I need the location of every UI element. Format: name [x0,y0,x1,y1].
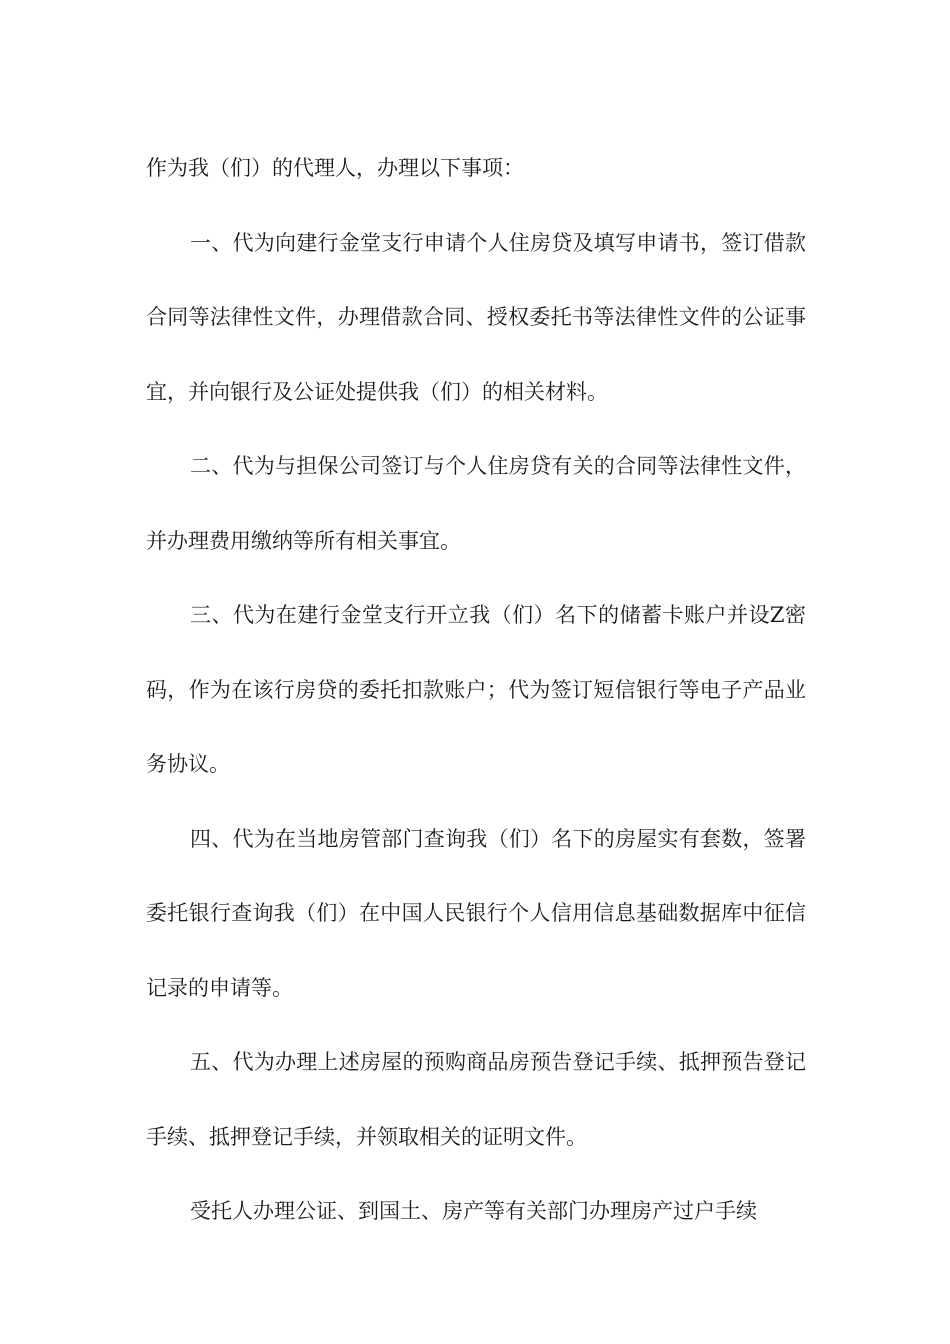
item-4-paragraph: 四、代为在当地房管部门查询我（们）名下的房屋实有套数，签署委托银行查询我（们）在中国人民银行个人信用信息基础数据库中征信记录的申请等。 [146,826,806,1000]
document-body [146,131,806,1249]
item-1-paragraph: 一、代为向建行金堂支行申请个人住房贷及填写申请书，签订借款合同等法律性文件，办理借款合同、授权委托书等法律性文件的公证事宜，并向银行及公证处提供我（们）的相关材料。 [146,230,806,404]
intro-paragraph: 作为我（们）的代理人，办理以下事项： [146,156,524,180]
closing-paragraph: 受托人办理公证、到国土、房产等有关部门办理房产过户手续 [190,1199,757,1223]
item-5-paragraph: 五、代为办理上述房屋的预购商品房预告登记手续、抵押预告登记手续、抵押登记手续，并领取相关的证明文件。 [146,1050,806,1149]
item-2-paragraph: 二、代为与担保公司签订与个人住房贷有关的合同等法律性文件，并办理费用缴纳等所有相关事宜。 [146,454,806,553]
item-3-paragraph: 三、代为在建行金堂支行开立我（们）名下的储蓄卡账户并设Z密码，作为在该行房贷的委托扣款账户；代为签订短信银行等电子产品业务协议。 [146,603,806,776]
